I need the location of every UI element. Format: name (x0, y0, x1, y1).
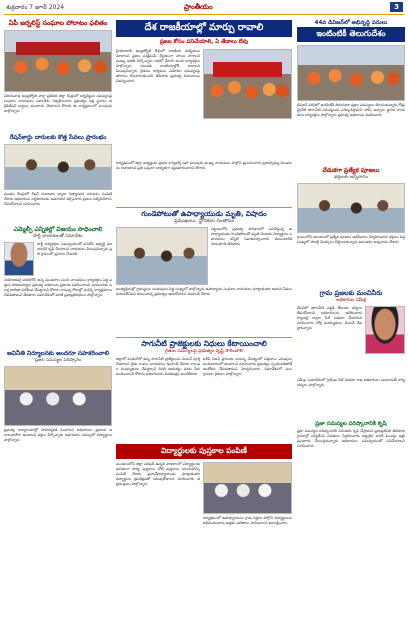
story3-subhead: రైతుల సమస్యలపై ప్రభుత్వం దృష్టి సారించాలి (165, 348, 243, 354)
story4-headline: విద్యార్థులకు పుస్తకాల పంపిణీ (116, 444, 292, 459)
story2-photo (4, 144, 112, 190)
story3-portrait (4, 242, 34, 276)
story4-body: ప్రభుత్వ కార్యాలయాల్లో పారదర్శకత పెంచాలని అధికారులు ప్రజలకు జవాబుదారీగా ఉండాలని వక్తలు పేర్కొన్నారు అవగాహన సదస్సులో విద్యార్థులు పాల్గొన్నారు (4, 428, 112, 443)
lead-photo (203, 49, 292, 119)
story4-photo (4, 366, 112, 426)
story3-body: పార్టీ కార్యకర్తలు సమన్వయంతో పనిచేసి అభ్యర్థి విజయానికి కృషి చేయాలని నాయకులు పిలుపునిచ్చారు ప్రతి గ్రామంలో ప్రచారం చేయాలి (37, 242, 112, 257)
story2-body: మండల కేంద్రంలో రేషన్ దుకాణాల ద్వారా నిత్యావసర సరుకులు పంపిణీ చేశారు అధికారులు లబ్ధిదారులకు అవగాహన కల్పించారు ప్రజలు సద్వినియోగం చేసుకోవాలని సూచించారు (4, 192, 112, 207)
column-left (4, 20, 112, 468)
story3-subhead: అధికారుల సమీక్ష (336, 297, 366, 303)
issue-date: శుక్రవారం 7 జూన్ 2024 (6, 4, 65, 11)
lead-subhead: ప్రజల కోసం పనిచేయాలి, ఏ తేడాలు లేవు (159, 39, 249, 45)
story3-headline: సాగునీటి ప్రాజెక్టులకు నిధులు కేటాయించాలి (141, 339, 267, 349)
story3-body-cont: సమీక్షా సమావేశంలో గ్రామీణ నీటి సరఫరా శాఖ అధికారులు పంచాయతీ కార్యదర్శులు పాల్గొన్నారు (297, 377, 405, 387)
story3-portrait (365, 306, 405, 354)
story2-headline: రేషన్‌కార్డు దారులకు కొత్త సేవలు ప్రారంభం (9, 134, 107, 142)
story3-subhead: పార్టీ నాయకులతో సమావేశం (33, 234, 83, 240)
story1-body: విజయవాడ ఆంధ్రజ్యోతి వార్తా ప్రతినిధి జిల్లా కేంద్రంలో జర్నలిస్టుల సమస్యలపై సంఘాల నాయకులు సమావేశం నిర్వహించారు ప్రభుత్వం ఇళ్ల స్థలాలు అక్రిడిటేషన్ కార్డులు మంజూరు చేయాలని కోరారు ఈ కార్యక్రమంలో పలువురు పాల్గొన్నారు (4, 94, 112, 114)
story2-photo (116, 227, 208, 285)
top-headline-line2: ఇంటింటికీ తెలుగుదేశం (297, 27, 405, 42)
story4-headline: అవినీతి నిర్మూలనకు అందరూ సహకరించాలి (6, 350, 110, 358)
lead-body: హైదరాబాద్ ఆంధ్రజ్యోతి దేశంలో రాజకీయ పరిస్థితులు మారాలని ప్రజల సంక్షేమమే ధ్యేయంగా పాలన సాగాలని ముఖ్య అతిథి పేర్కొన్నారు సభలో వేలాది మంది కార్యకర్తలు పాల్గొన్నారు యువత రాజకీయాల్లోకి రావాలని పిలుపునిచ్చారు రైతులు కార్మికులు మహిళల సమస్యలపై పోరాటం కొనసాగుతుందని తెలిపారు ప్రభుత్వ విధానాలను విమర్శించారు (116, 49, 200, 83)
column-right (297, 20, 405, 501)
story3-body: వేసవిలో తాగునీటి ఎద్దడి లేకుండా చర్యలు తీసుకోవాలని అధికారులను ఆదేశించారు ట్యాంకర్ల ద్వారా నీటి సరఫరా చేయాలని సూచించారు బోర్ల మరమ్మతులు వెంటనే చేపట్టాలన్నారు (297, 305, 362, 330)
story3-body-2: ఖరీఫ్ సీజన్ ప్రారంభం కానున్న నేపథ్యంలో విత్తనాలు ఎరువులు అందుబాటులో ఉంచాలని సూచించారు ప్రభుత్వం స్పందించకపోతే ఆందోళన చేపడతామని హెచ్చరించారు సమావేశంలో పలు గ్రామాల రైతులు పాల్గొన్నారు (203, 356, 292, 376)
story3-body-cont: నియోజకవర్గ పరిధిలోని అన్ని మండలాల నుంచి నాయకులు కార్యకర్తలు పెద్ద ఎత్తున హాజరయ్యారు ప్రభుత్వ పథకాలను ప్రజలకు వివరించాలని సూచించారు ఓటర్ల జాబితా పరిశీలన చేపట్టాలని కోరారు రానున్న రోజుల్లో మరిన్ని కార్యక్రమాలు చేపడతామని తెలిపారు సమావేశంలో మాజీ ప్రజాప్రతినిధులు పాల్గొన్నారు (4, 278, 112, 298)
story3-headline: గ్రామ ప్రజలకు మంచినీరు (319, 289, 383, 298)
story2-subhead: ప్రముఖులు, స్థానికుల సంతాపం (174, 218, 234, 225)
story4-photo (203, 462, 292, 514)
story4-headline: ప్రజా సమస్యల పరిష్కారానికి కృషి (315, 420, 387, 427)
story2-headline: వేడుకగా ప్రత్యేక పూజలు (322, 167, 380, 175)
story2-body: పట్టణంలోని ప్రభుత్వ పాఠశాలలో పనిచేస్తున్న ఉపాధ్యాయుడు గుండెపోటుతో మృతి చెందారు విద్యార్థులు సహచరులు కన్నీటి నివాళులర్పించారు కుటుంబానికి సానుభూతి తెలిపారు (211, 227, 292, 247)
top-body: డివిజన్ పరిధిలో ఇంటింటికీ తిరుగుతూ ప్రజల సమస్యలు తెలుసుకున్నారు రోడ్లు డ్రైనేజీ తాగునీటి సమస్యలను పరిష్కరిస్తామని హామీ ఇచ్చారు స్థానిక నాయకులు కార్యకర్తలు పాల్గొన్నారు ప్రభుత్వ పథకాలను వివరించారు (297, 103, 405, 118)
story1-photo (4, 30, 112, 92)
story2-photo (297, 183, 405, 233)
story2-headline: గుండెపోటుతో ఉపాధ్యాయుడు మృతి, విషాదం (141, 210, 267, 218)
column-center (116, 20, 292, 558)
story1-headline: ఏపీ జర్నలిస్ట్ సంఘాల పోరాటం ఫలితం (8, 19, 108, 27)
lead-body-cont: కార్యక్రమంలో జిల్లా అధ్యక్షుడు ప్రధాన కార్యదర్శి సహా పలువురు ముఖ్య నాయకులు పాల్గొని ప్రసంగించారు ప్రజాస్వామ్య విలువలను కాపాడాలని ప్రతి ఒక్కరూ బాధ్యతగా వ్యవహరించాలని కోరారు (116, 161, 292, 170)
story2-subhead: భక్తులకు అన్నదానం (334, 175, 368, 181)
top-headline-line1: 44వ డివిజన్‌లో అభివృద్ధి పనులు (314, 20, 388, 26)
section-name: ప్రాంతీయం (184, 3, 213, 11)
story4-body: ప్రజా సమస్యల పరిష్కారానికి నిరంతరం కృషి చేస్తామని ప్రజాప్రతినిధి తెలిపారు గ్రామాల్లో పర్యటించి వినతులు స్వీకరించారు అర్హులైన వారికి పింఛన్లు ఇళ్లు మంజూరు చేయిస్తామన్నారు అధికారులు సమన్వయంతో పనిచేయాలని సూచించారు (297, 428, 405, 448)
story3-headline: ఎమ్మెల్సీ ఎన్నికల్లో విజయం సాధించాలి (13, 226, 103, 234)
top-photo (297, 45, 405, 101)
story4-body-2: కార్యక్రమంలో ఉపాధ్యాయులు గ్రామ పెద్దలు పాల్గొని విద్యార్థులను అభినందించారు ఉత్తమ ఫలితాలు సాధించాలని ఆకాంక్షించారు (203, 515, 292, 525)
story2-body: గ్రామంలోని ఆలయంలో ప్రత్యేక పూజలు అభిషేకాలు నిర్వహించారు భక్తులు పెద్ద సంఖ్యలో హాజరై మొక్కులు చెల్లించుకున్నారు అనంతరం అన్నదానం చేశారు (297, 235, 405, 245)
story2-body-cont: అంత్యక్రియల్లో గ్రామస్థులు బంధువులు పెద్ద సంఖ్యలో పాల్గొన్నారు ఉపాధ్యాయ సంఘాల నాయకులు మాట్లాడుతూ ఆయన సేవలు మరువలేనివని కుటుంబాన్ని ప్రభుత్వం ఆదుకోవాలని డిమాండ్ చేశారు (116, 287, 292, 297)
page-number: 3 (390, 2, 403, 12)
masthead (4, 2, 404, 15)
story4-body: మండలంలోని జిల్లా పరిషత్ ఉన్నత పాఠశాలలో విద్యార్థులకు ఉచితంగా పాఠ్య పుస్తకాలు నోట్ పుస్తకాలు యూనిఫామ్స్ పంపిణీ చేశారు ప్రధానోపాధ్యాయుడు మాట్లాడుతూ విద్యార్థులు క్రమశిక్షణతో చదువుకోవాలని సూచించారు తల్లిదండ్రులు పాల్గొన్నారు (116, 461, 200, 486)
story4-subhead: ప్రజల సమస్యల పరిష్కారం (34, 358, 82, 364)
story3-body: జిల్లాలో పెండింగ్‌లో ఉన్న సాగునీటి ప్రాజెక్టులను వెంటనే పూర్తి చేయాలని రైతు సంఘం నాయకులు డిమాండ్ చేశారు కాలువల మరమ్మతులు చేపట్టాలని చివరి ఆయకట్టు వరకు నీరు అందించాలని కోరారు అధికారులకు వినతిపత్రం అందజేశారు (116, 356, 200, 376)
lead-headline: దేశ రాజకీయాల్లో మార్పు రావాలి (116, 20, 292, 37)
